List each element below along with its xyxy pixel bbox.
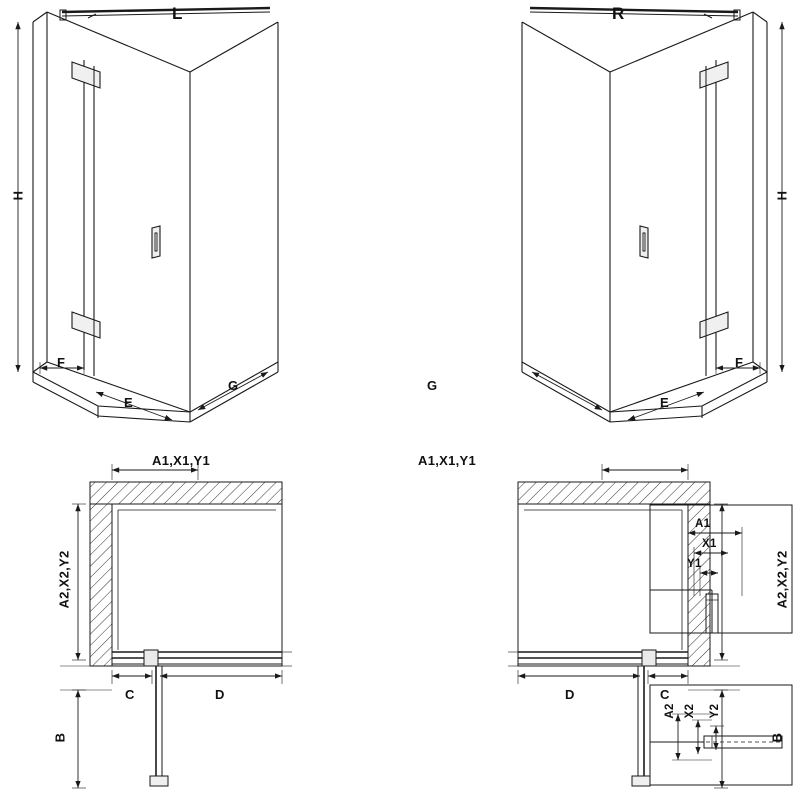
iso-right-label-e: E	[660, 395, 669, 410]
plan-right-dim-top: A1,X1,Y1	[418, 453, 477, 468]
detail-bottom-dim-y2: Y2	[709, 703, 721, 719]
plan-right-dim-b: B	[769, 732, 785, 743]
plan-left-dim-d: D	[215, 687, 225, 702]
detail-top-dim-a1: A1	[695, 518, 711, 530]
plan-left-dim-top: A1,X1,Y1	[152, 453, 211, 468]
detail-top-dim-y1: Y1	[687, 558, 702, 570]
plan-left-dim-b: B	[52, 732, 68, 743]
detail-bottom-dim-a2: A2	[664, 703, 676, 719]
iso-right-title: R	[612, 4, 625, 23]
plan-left-dim-side: A2,X2,Y2	[56, 550, 72, 609]
iso-left-title: L	[172, 4, 183, 23]
plan-right-dim-side: A2,X2,Y2	[774, 550, 790, 609]
plan-right-dim-c: C	[660, 687, 670, 702]
iso-right-label-f: F	[735, 355, 744, 370]
plan-view-right	[508, 464, 740, 788]
detail-bottom-dim-x2: X2	[684, 703, 696, 719]
iso-right-label-h: H	[774, 190, 790, 201]
iso-left-label-h: H	[10, 190, 26, 201]
iso-left-label-f: F	[57, 355, 66, 370]
detail-top-dim-x1: X1	[702, 538, 717, 550]
plan-view-left	[60, 464, 292, 788]
iso-left-label-g: G	[228, 378, 239, 393]
iso-left-label-e: E	[124, 395, 133, 410]
detail-view-top	[650, 505, 792, 633]
iso-right-label-g: G	[427, 378, 438, 393]
plan-left-dim-c: C	[125, 687, 135, 702]
plan-right-dim-d: D	[565, 687, 575, 702]
